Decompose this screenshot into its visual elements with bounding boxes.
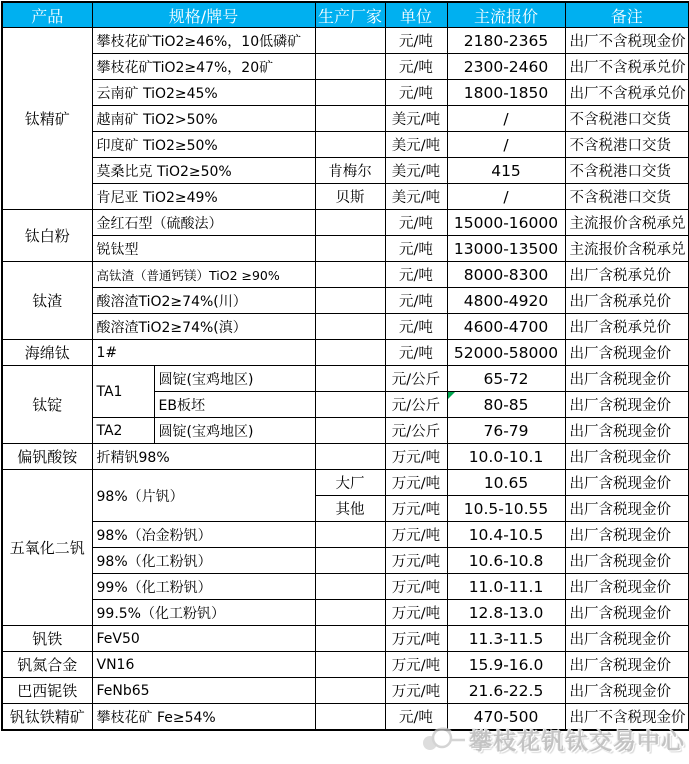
spec-grade-cell: TA2 [92,418,154,444]
spec-cell: 云南矿 TiO2≥45% [92,80,315,106]
header-spec: 规格/牌号 [92,2,315,28]
price-cell: 65-72 [447,366,565,392]
price-value: 80-85 [483,395,529,414]
spec-cell: 酸溶渣TiO2≥74%(川） [92,288,315,314]
spec-cell: 98%（化工粉钒） [92,548,315,574]
note-cell: 不含税港口交货 [565,158,689,184]
maker-cell [315,574,385,600]
maker-cell: 贝斯 [315,184,385,210]
product-cell: 海绵钛 [2,340,92,366]
spec-cell: 印度矿 TiO2≥50% [92,132,315,158]
watermark-text: 攀枝花钒钛交易中心 [469,729,685,755]
product-cell: 钛白粉 [2,210,92,262]
product-cell: 钛渣 [2,262,92,340]
unit-cell: 元/吨 [385,340,447,366]
table-row [2,314,689,340]
spec-cell: 98%（片钒） [92,470,315,522]
price-cell: 76-79 [447,418,565,444]
table-row [2,132,689,158]
spec-grade-cell: TA1 [92,366,154,418]
unit-cell: 万元/吨 [385,470,447,496]
unit-cell: 元/公斤 [385,418,447,444]
unit-cell: 元/吨 [385,210,447,236]
note-cell: 不含税港口交货 [565,132,689,158]
price-cell: 52000-58000 [447,340,565,366]
price-cell: 10.5-10.55 [447,496,565,522]
product-cell: 钛精矿 [2,28,92,210]
price-table [1,1,689,731]
unit-cell: 元/吨 [385,28,447,54]
table-row [2,106,689,132]
note-cell: 主流报价含税承兑 [565,236,689,262]
spec-cell: 酸溶渣TiO2≥74%(滇） [92,314,315,340]
price-cell [447,392,565,418]
note-cell: 出厂含税现金价 [565,652,689,678]
maker-cell [315,704,385,731]
maker-cell: 其他 [315,496,385,522]
note-cell: 出厂含税现金价 [565,418,689,444]
price-cell: 4600-4700 [447,314,565,340]
note-cell: 出厂含税现金价 [565,522,689,548]
spec-form-cell: EB板坯 [154,392,315,418]
unit-cell: 元/吨 [385,262,447,288]
unit-cell: 美元/吨 [385,132,447,158]
maker-cell [315,522,385,548]
unit-cell: 元/吨 [385,54,447,80]
maker-cell [315,314,385,340]
table-row [2,184,689,210]
spec-cell: 折精钒98% [92,444,315,470]
maker-cell [315,210,385,236]
unit-cell: 万元/吨 [385,548,447,574]
note-cell: 出厂含税现金价 [565,496,689,522]
header-note: 备注 [565,2,689,28]
note-cell: 出厂含税现金价 [565,340,689,366]
maker-cell [315,652,385,678]
maker-cell [315,288,385,314]
table-row [2,340,689,366]
spec-cell: 肯尼亚 TiO2≥49% [92,184,315,210]
table-row [2,652,689,678]
product-cell: 钒氮合金 [2,652,92,678]
table-row [2,548,689,574]
spec-cell: 高钛渣（普通钙镁）TiO2 ≥90% [92,262,315,288]
table-row [2,704,689,731]
unit-cell: 元/吨 [385,314,447,340]
table-row [2,210,689,236]
note-cell: 出厂含税承兑价 [565,288,689,314]
unit-cell: 元/吨 [385,80,447,106]
note-cell: 出厂含税承兑价 [565,314,689,340]
table-row [2,236,689,262]
unit-cell: 万元/吨 [385,444,447,470]
note-cell: 不含税港口交货 [565,106,689,132]
price-cell: 2300-2460 [447,54,565,80]
unit-cell: 万元/吨 [385,522,447,548]
table-row [2,574,689,600]
note-cell: 主流报价含税承兑 [565,210,689,236]
unit-cell: 万元/吨 [385,600,447,626]
maker-cell [315,106,385,132]
note-cell: 出厂含税现金价 [565,678,689,704]
unit-cell: 万元/吨 [385,574,447,600]
price-cell: 10.65 [447,470,565,496]
unit-cell: 元/公斤 [385,366,447,392]
price-cell: 4800-4920 [447,288,565,314]
spec-cell: 越南矿 TiO2>50% [92,106,315,132]
note-cell: 出厂不含税现金价 [565,28,689,54]
note-cell: 出厂含税现金价 [565,444,689,470]
maker-cell [315,28,385,54]
unit-cell: 美元/吨 [385,106,447,132]
note-cell: 出厂含税现金价 [565,392,689,418]
header-row [2,2,689,28]
spec-cell: 攀枝花矿TiO2≥46%，10低磷矿 [92,28,315,54]
unit-cell: 元/吨 [385,704,447,731]
error-flag-icon [448,392,455,399]
maker-cell [315,80,385,106]
maker-cell [315,262,385,288]
price-cell: 10.6-10.8 [447,548,565,574]
maker-cell [315,54,385,80]
maker-cell [315,366,385,392]
maker-cell [315,132,385,158]
header-unit: 单位 [385,2,447,28]
note-cell: 出厂含税现金价 [565,548,689,574]
price-cell: 470-500 [447,704,565,731]
spec-cell: 攀枝花矿TiO2≥47%，20矿 [92,54,315,80]
spec-cell: FeV50 [92,626,315,652]
maker-cell: 大厂 [315,470,385,496]
table-row [2,54,689,80]
unit-cell: 万元/吨 [385,496,447,522]
note-cell: 出厂含税现金价 [565,600,689,626]
table-row [2,444,689,470]
maker-cell [315,236,385,262]
spec-cell: 莫桑比克 TiO2≥50% [92,158,315,184]
price-cell: 13000-13500 [447,236,565,262]
note-cell: 出厂含税现金价 [565,626,689,652]
header-product: 产品 [2,2,92,28]
spec-cell: 金红石型（硫酸法） [92,210,315,236]
note-cell: 出厂不含税承兑价 [565,80,689,106]
price-cell: 10.0-10.1 [447,444,565,470]
table-row [2,158,689,184]
price-cell: 2180-2365 [447,28,565,54]
table-row [2,626,689,652]
price-cell: / [447,106,565,132]
table-row [2,28,689,54]
spec-cell: 1# [92,340,315,366]
price-cell: 15.9-16.0 [447,652,565,678]
price-cell: 1800-1850 [447,80,565,106]
note-cell: 出厂含税现金价 [565,574,689,600]
product-cell: 钛锭 [2,366,92,444]
price-cell: / [447,184,565,210]
product-cell: 巴西铌铁 [2,678,92,704]
spec-cell: 攀枝花矿 Fe≥54% [92,704,315,731]
maker-cell [315,444,385,470]
spec-cell: 98%（冶金粉钒） [92,522,315,548]
maker-cell: 肯梅尔 [315,158,385,184]
spec-cell: 99.5%（化工粉钒） [92,600,315,626]
price-cell: 21.6-22.5 [447,678,565,704]
table-row [2,600,689,626]
unit-cell: 万元/吨 [385,652,447,678]
spec-form-cell: 圆锭(宝鸡地区) [154,418,315,444]
table-row [2,522,689,548]
price-cell: 415 [447,158,565,184]
price-cell: 11.0-11.1 [447,574,565,600]
unit-cell: 元/吨 [385,288,447,314]
product-cell: 五氧化二钒 [2,470,92,626]
note-cell: 出厂含税现金价 [565,470,689,496]
maker-cell [315,418,385,444]
header-price: 主流报价 [447,2,565,28]
table-row [2,288,689,314]
product-cell: 钒铁 [2,626,92,652]
price-cell: 8000-8300 [447,262,565,288]
unit-cell: 美元/吨 [385,184,447,210]
table-row [2,80,689,106]
maker-cell [315,678,385,704]
table-row [2,366,689,392]
maker-cell [315,626,385,652]
price-cell: 15000-16000 [447,210,565,236]
maker-cell [315,340,385,366]
unit-cell: 元/公斤 [385,392,447,418]
maker-cell [315,600,385,626]
spec-form-cell: 圆锭(宝鸡地区) [154,366,315,392]
maker-cell [315,392,385,418]
spec-cell: 锐钛型 [92,236,315,262]
note-cell: 出厂不含税承兑价 [565,54,689,80]
product-cell: 钒钛铁精矿 [2,704,92,731]
price-cell: 12.8-13.0 [447,600,565,626]
table-row [2,418,689,444]
price-cell: 10.4-10.5 [447,522,565,548]
unit-cell: 万元/吨 [385,678,447,704]
note-cell: 出厂含税现金价 [565,366,689,392]
header-manufacturer: 生产厂家 [315,2,385,28]
spec-cell: 99%（化工粉钒） [92,574,315,600]
maker-cell [315,548,385,574]
product-cell: 偏钒酸铵 [2,444,92,470]
spec-cell: VN16 [92,652,315,678]
unit-cell: 元/吨 [385,236,447,262]
note-cell: 不含税港口交货 [565,184,689,210]
table-row [2,678,689,704]
unit-cell: 美元/吨 [385,158,447,184]
table-row [2,262,689,288]
note-cell: 出厂不含税现金价 [565,704,689,731]
note-cell: 出厂含税承兑价 [565,262,689,288]
price-cell: / [447,132,565,158]
unit-cell: 万元/吨 [385,626,447,652]
price-cell: 11.3-11.5 [447,626,565,652]
table-row [2,470,689,496]
spec-cell: FeNb65 [92,678,315,704]
